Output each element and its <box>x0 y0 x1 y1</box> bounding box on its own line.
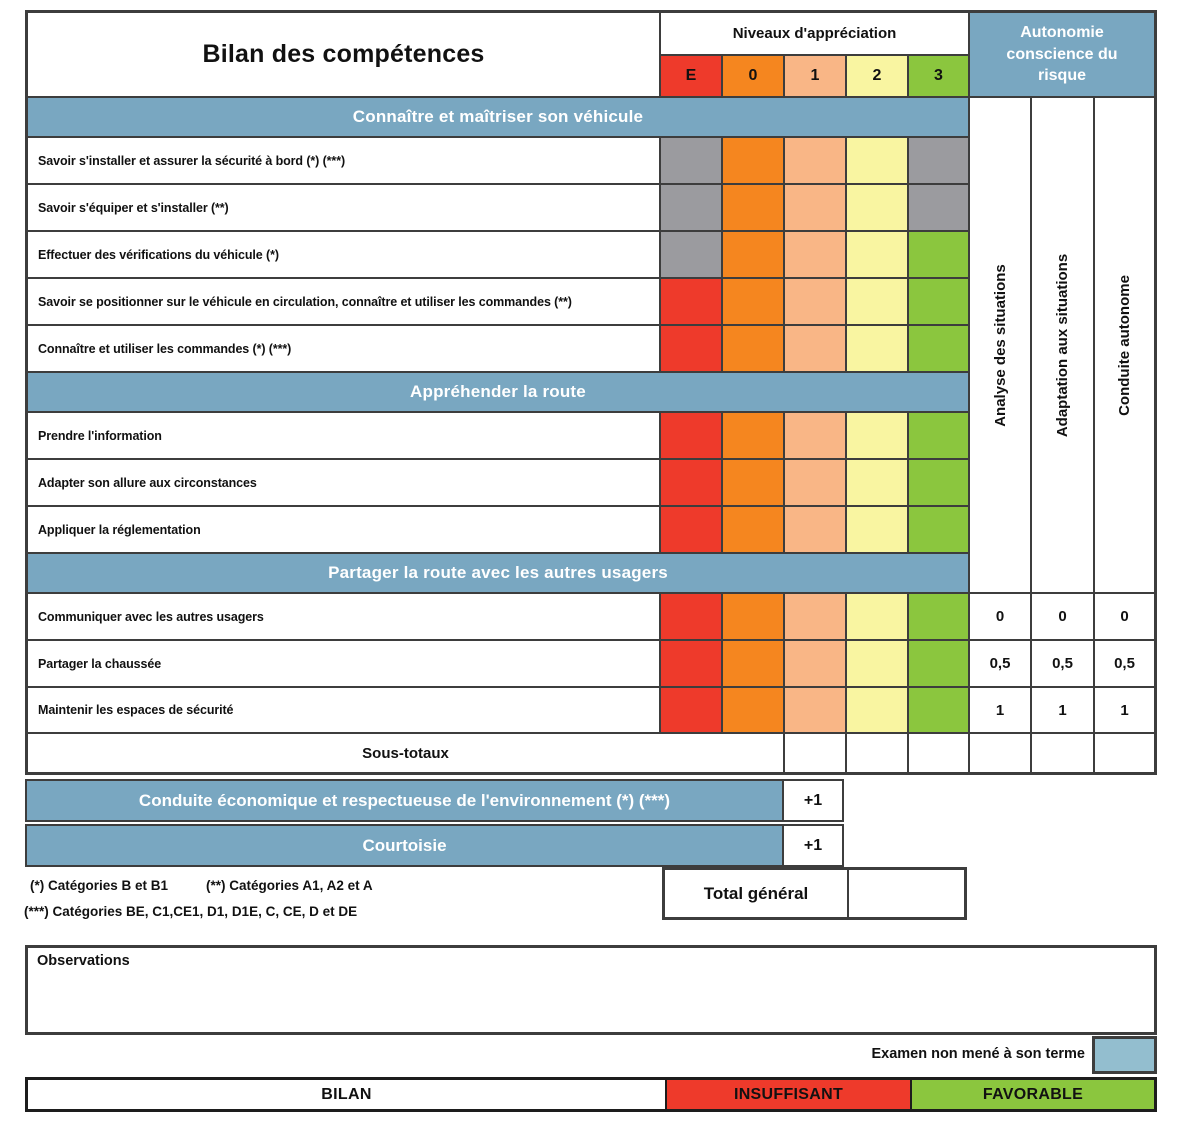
autonomy-column-label: Analyse des situations <box>991 263 1009 427</box>
bonus-eco-label: Conduite économique et respectueuse de l'environnement (*) (***) <box>25 779 784 822</box>
level-cell-1[interactable] <box>785 413 845 458</box>
autonomy-value: 1 <box>970 688 1030 732</box>
section-header: Connaître et maîtriser son véhicule <box>28 98 968 136</box>
competency-row-label: Adapter son allure aux circonstances <box>28 460 659 505</box>
levels-header: Niveaux d'appréciation <box>661 13 968 54</box>
subtotal-field[interactable] <box>1032 734 1093 772</box>
level-cell-2[interactable] <box>847 460 907 505</box>
autonomy-header: Autonomie conscience du risque <box>970 13 1154 96</box>
level-header-0: 0 <box>723 56 783 96</box>
level-cell-0[interactable] <box>723 413 783 458</box>
competency-row-label: Savoir se positionner sur le véhicule en circulation, connaître et utiliser les commandes (**) <box>28 279 659 324</box>
level-cell-0[interactable] <box>723 232 783 277</box>
level-cell-E[interactable] <box>661 138 721 183</box>
level-cell-3[interactable] <box>909 138 968 183</box>
level-cell-0[interactable] <box>723 279 783 324</box>
footnote-star: (*) Catégories B et B1 <box>30 878 169 893</box>
subtotal-field[interactable] <box>785 734 845 772</box>
bonus-courtoisie-value: +1 <box>782 824 844 867</box>
level-cell-2[interactable] <box>847 279 907 324</box>
verdict-bar <box>25 1077 1157 1112</box>
autonomy-column-2 <box>1032 98 1093 592</box>
bonus-courtoisie-label: Courtoisie <box>25 824 784 867</box>
autonomy-value: 0,5 <box>1032 641 1093 686</box>
competency-row-label: Connaître et utiliser les commandes (*) (***) <box>28 326 659 371</box>
level-cell-E[interactable] <box>661 413 721 458</box>
level-cell-1[interactable] <box>785 688 845 732</box>
level-cell-2[interactable] <box>847 507 907 552</box>
level-cell-0[interactable] <box>723 641 783 686</box>
total-label: Total général <box>665 870 849 917</box>
level-cell-1[interactable] <box>785 641 845 686</box>
level-cell-1[interactable] <box>785 279 845 324</box>
autonomy-value: 0 <box>970 594 1030 639</box>
autonomy-value: 1 <box>1032 688 1093 732</box>
level-cell-E[interactable] <box>661 688 721 732</box>
verdict-insufficient: INSUFFISANT <box>665 1080 912 1109</box>
page-title: Bilan des compétences <box>28 13 659 96</box>
competency-row-label: Savoir s'installer et assurer la sécurité à bord (*) (***) <box>28 138 659 183</box>
subtotals-label: Sous-totaux <box>28 734 783 772</box>
footnote-triplestar: (***) Catégories BE, C1,CE1, D1, D1E, C, CE, D et DE <box>24 904 358 919</box>
bonus-row-courtoisie <box>25 824 844 867</box>
competency-row-label: Effectuer des vérifications du véhicule (*) <box>28 232 659 277</box>
level-cell-2[interactable] <box>847 326 907 371</box>
total-box <box>662 867 967 920</box>
footnote-doublestar: (**) Catégories A1, A2 et A <box>206 878 373 893</box>
level-cell-2[interactable] <box>847 232 907 277</box>
autonomy-column-1 <box>970 98 1030 592</box>
level-cell-0[interactable] <box>723 460 783 505</box>
level-header-E: E <box>661 56 721 96</box>
autonomy-value: 0,5 <box>970 641 1030 686</box>
level-cell-0[interactable] <box>723 326 783 371</box>
subtotal-field[interactable] <box>970 734 1030 772</box>
level-cell-2[interactable] <box>847 138 907 183</box>
level-cell-1[interactable] <box>785 460 845 505</box>
level-cell-E[interactable] <box>661 507 721 552</box>
level-header-1: 1 <box>785 56 845 96</box>
footnotes <box>24 873 373 925</box>
competency-grid <box>25 10 1157 775</box>
autonomy-column-label: Conduite autonome <box>1116 274 1134 416</box>
level-cell-3[interactable] <box>909 279 968 324</box>
subtotal-field[interactable] <box>847 734 907 772</box>
level-cell-1[interactable] <box>785 232 845 277</box>
level-cell-0[interactable] <box>723 594 783 639</box>
level-cell-E[interactable] <box>661 326 721 371</box>
level-header-3: 3 <box>909 56 968 96</box>
competency-row-label: Prendre l'information <box>28 413 659 458</box>
level-cell-0[interactable] <box>723 185 783 230</box>
level-cell-2[interactable] <box>847 594 907 639</box>
total-value-field[interactable] <box>849 870 964 917</box>
section-header: Partager la route avec les autres usagers <box>28 554 968 592</box>
level-cell-3[interactable] <box>909 326 968 371</box>
exam-note-label: Examen non mené à son terme <box>871 1046 1085 1062</box>
level-cell-0[interactable] <box>723 138 783 183</box>
autonomy-column-label: Adaptation aux situations <box>1054 253 1072 437</box>
autonomy-value: 0 <box>1032 594 1093 639</box>
observations-box[interactable] <box>25 945 1157 1035</box>
level-cell-2[interactable] <box>847 413 907 458</box>
verdict-label: BILAN <box>321 1085 372 1103</box>
level-cell-2[interactable] <box>847 641 907 686</box>
autonomy-value: 1 <box>1095 688 1154 732</box>
autonomy-value: 0 <box>1095 594 1154 639</box>
level-cell-3[interactable] <box>909 413 968 458</box>
level-cell-E[interactable] <box>661 279 721 324</box>
competency-row-label: Communiquer avec les autres usagers <box>28 594 659 639</box>
level-cell-0[interactable] <box>723 688 783 732</box>
section-header: Appréhender la route <box>28 373 968 411</box>
level-cell-E[interactable] <box>661 460 721 505</box>
level-cell-1[interactable] <box>785 185 845 230</box>
competency-row-label: Savoir s'équiper et s'installer (**) <box>28 185 659 230</box>
level-cell-2[interactable] <box>847 688 907 732</box>
level-cell-E[interactable] <box>661 641 721 686</box>
bonus-row-eco <box>25 779 844 822</box>
level-cell-1[interactable] <box>785 507 845 552</box>
level-cell-3[interactable] <box>909 507 968 552</box>
level-cell-3[interactable] <box>909 594 968 639</box>
exam-note-checkbox[interactable] <box>1092 1036 1157 1074</box>
level-cell-0[interactable] <box>723 507 783 552</box>
level-cell-3[interactable] <box>909 460 968 505</box>
level-cell-E[interactable] <box>661 232 721 277</box>
bonus-eco-value: +1 <box>782 779 844 822</box>
level-cell-3[interactable] <box>909 232 968 277</box>
autonomy-value: 0,5 <box>1095 641 1154 686</box>
level-cell-3[interactable] <box>909 185 968 230</box>
level-cell-3[interactable] <box>909 688 968 732</box>
observations-label: Observations <box>37 953 130 969</box>
level-cell-2[interactable] <box>847 185 907 230</box>
competency-row-label: Appliquer la réglementation <box>28 507 659 552</box>
verdict-favorable: FAVORABLE <box>912 1080 1154 1109</box>
level-cell-E[interactable] <box>661 185 721 230</box>
autonomy-column-3 <box>1095 98 1154 592</box>
level-cell-1[interactable] <box>785 326 845 371</box>
competency-row-label: Maintenir les espaces de sécurité <box>28 688 659 732</box>
level-cell-E[interactable] <box>661 594 721 639</box>
competency-row-label: Partager la chaussée <box>28 641 659 686</box>
level-header-2: 2 <box>847 56 907 96</box>
subtotal-field[interactable] <box>1095 734 1154 772</box>
level-cell-3[interactable] <box>909 641 968 686</box>
subtotal-field[interactable] <box>909 734 968 772</box>
level-cell-1[interactable] <box>785 594 845 639</box>
level-cell-1[interactable] <box>785 138 845 183</box>
